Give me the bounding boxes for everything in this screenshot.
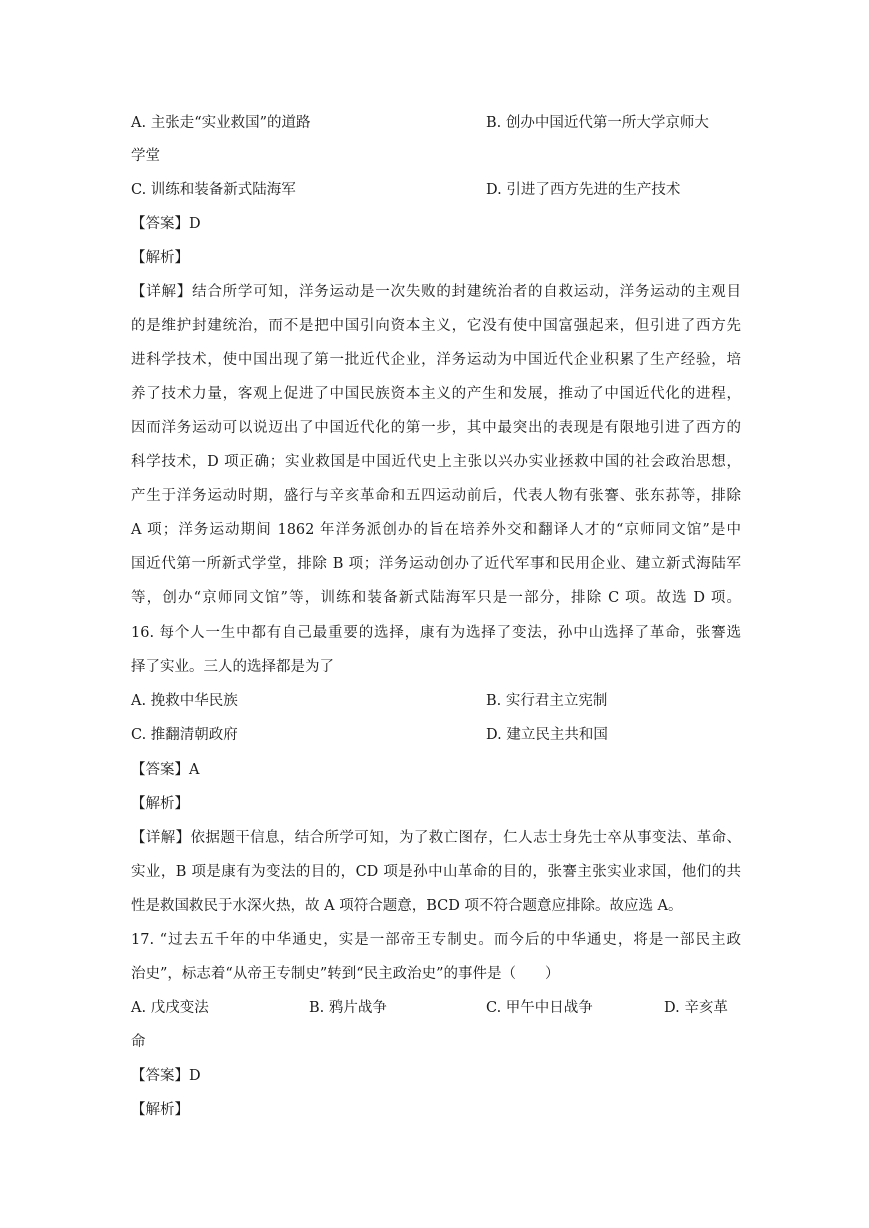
q16-option-c: C. 推翻清朝政府 — [131, 727, 238, 743]
q16-option-d: D. 建立民主共和国 — [486, 727, 608, 743]
q15-analysis-label: 【解析】 — [131, 250, 189, 266]
q15-detail-line: 养了技术力量，客观上促进了中国民族资本主义的产生和发展，推动了中国近代化的进程， — [131, 386, 741, 402]
q16-stem-line: 16. 每个人一生中都有自己最重要的选择，康有为选择了变法，孙中山选择了革命，张謇选 — [131, 625, 741, 641]
q15-detail-line: 国近代第一所新式学堂，排除 B 项；洋务运动创办了近代军事和民用企业、建立新式海陆军 — [131, 556, 741, 572]
q15-answer: 【答案】D — [131, 216, 201, 232]
q15-option-d: D. 引进了西方先进的生产技术 — [486, 182, 681, 198]
q15-detail-line: 【详解】结合所学可知，洋务运动是一次失败的封建统治者的自救运动，洋务运动的主观目 — [131, 284, 741, 300]
q15-detail-line: 产生于洋务运动时期，盛行与辛亥革命和五四运动前后，代表人物有张謇、张东荪等，排除 — [131, 488, 741, 504]
q17-option-c: C. 甲午中日战争 — [486, 1000, 593, 1016]
q15-option-a: A. 主张走“实业救国”的道路 — [131, 115, 311, 131]
q15-detail-line: 进科学技术，使中国出现了第一批近代企业，洋务运动为中国近代企业积累了生产经验，培 — [131, 352, 741, 368]
q15-detail-line: 的是维护封建统治，而不是把中国引向资本主义，它没有使中国富强起来，但引进了西方先 — [131, 318, 741, 334]
q15-option-b: B. 创办中国近代第一所大学京师大 — [486, 115, 709, 131]
q15-option-c: C. 训练和装备新式陆海军 — [131, 182, 296, 198]
q16-detail-line: 性是救国救民于水深火热，故 A 项符合题意，BCD 项不符合题意应排除。故应选 A。 — [131, 898, 683, 914]
q17-option-d-wrap: 命 — [131, 1034, 146, 1050]
q17-answer: 【答案】D — [131, 1068, 201, 1084]
q16-analysis-label: 【解析】 — [131, 796, 189, 812]
q17-option-b: B. 鸦片战争 — [309, 1000, 387, 1016]
q15-detail-line: 科学技术，D 项正确；实业救国是中国近代史上主张以兴办实业拯救中国的社会政治思想， — [131, 454, 741, 470]
q17-option-d: D. 辛亥革 — [664, 1000, 728, 1016]
q17-stem-line: 17. “过去五千年的中华通史，实是一部帝王专制史。而今后的中华通史，将是一部民主政 — [131, 932, 741, 948]
q15-detail-line: 等，创办“京师同文馆”等，训练和装备新式陆海军只是一部分，排除 C 项。故选 D 项。 — [131, 590, 741, 606]
q16-detail-line: 【详解】依据题干信息，结合所学可知，为了救亡图存，仁人志士身先士卒从事变法、革命、 — [131, 830, 741, 846]
q16-option-b: B. 实行君主立宪制 — [486, 693, 608, 709]
q15-detail-line: A 项；洋务运动期间 1862 年洋务派创办的旨在培养外交和翻译人才的“京师同文馆”是中 — [131, 522, 741, 538]
q16-detail-line: 实业，B 项是康有为变法的目的，CD 项是孙中山革命的目的，张謇主张实业求国，他们的共 — [131, 864, 741, 880]
q17-analysis-label: 【解析】 — [131, 1102, 189, 1118]
q16-option-a: A. 挽救中华民族 — [131, 693, 238, 709]
q16-answer: 【答案】A — [131, 762, 200, 778]
q15-option-b-wrap: 学堂 — [131, 148, 160, 164]
q17-option-a: A. 戊戌变法 — [131, 1000, 209, 1016]
q17-stem-line: 治史”，标志着“从帝王专制史”转到“民主政治史”的事件是（ ） — [131, 966, 560, 982]
q16-stem-line: 择了实业。三人的选择都是为了 — [131, 659, 334, 675]
q15-detail-line: 因而洋务运动可以说迈出了中国近代化的第一步，其中最突出的表现是有限地引进了西方的 — [131, 420, 741, 436]
